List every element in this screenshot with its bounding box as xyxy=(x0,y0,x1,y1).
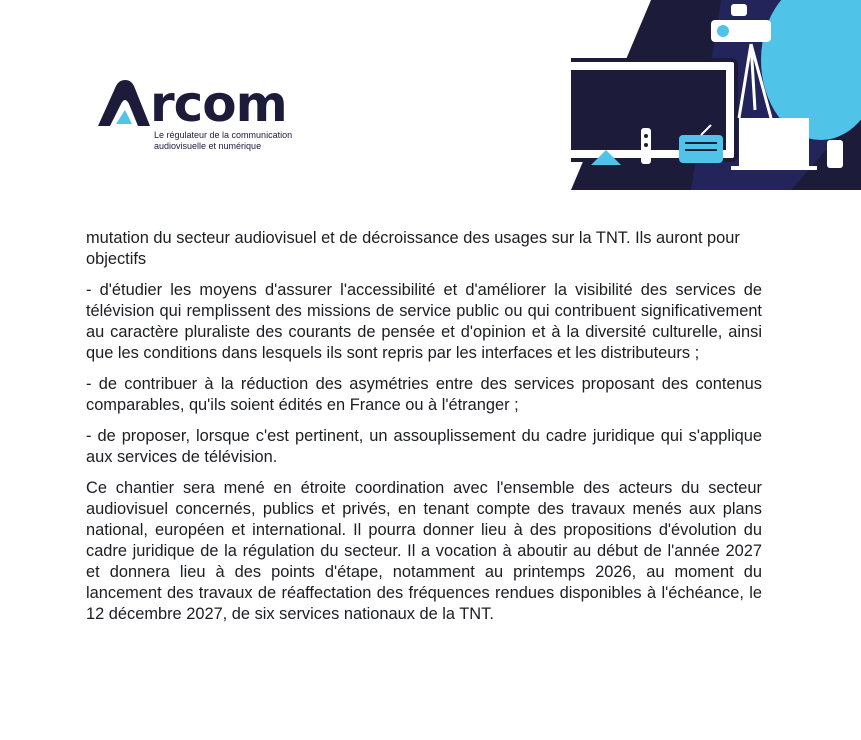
laptop-icon xyxy=(731,118,817,170)
arcom-logo xyxy=(92,75,322,160)
document-body xyxy=(86,228,762,635)
paragraph-intro: mutation du secteur audiovisuel et de décroissance des usages sur la TNT. Ils auront pour objectifs xyxy=(86,229,740,268)
media-devices-illustration xyxy=(571,0,861,190)
paragraph-objective-asymmetries: - de contribuer à la réduction des asymétries entre des services proposant des contenus comparables, qu'ils soient édités en France ou à l'étranger ; xyxy=(86,375,762,414)
logo-tagline: Le régulateur de la communication audiovisuelle et numérique xyxy=(154,130,293,151)
paragraph-objective-legal-framework: - de proposer, lorsque c'est pertinent, un assouplissement du cadre juridique qui s'applique aux services de télévision. xyxy=(86,427,762,466)
phone-icon xyxy=(827,140,843,168)
paragraph-objective-accessibility: - d'étudier les moyens d'assurer l'accessibilité et d'améliorer la visibilité des services de télévision qui remplissent des missions de service public ou qui contribuent significativement au caractère pluraliste des courants de pensée et d'opinion et à la diversité culturelle, ainsi que les conditions dans lesquels ils sont repris par les interfaces et les distributeurs ; xyxy=(86,281,762,362)
paragraph-coordination: Ce chantier sera mené en étroite coordination avec l'ensemble des acteurs du secteur audiovisuel concernés, publics et privés, en tenant compte des travaux menés aux plans national, européen et international. Il pourra donner lieu à des propositions d'évolution du cadre juridique de la régulation du secteur. Il a vocation à aboutir au début de l'année 2027 et donnera lieu à des points d'étape, notamment au printemps 2026, au moment du lancement des travaux de réaffectation des fréquences rendues disponibles à l'échéance, le 12 décembre 2027, de six services nationaux de la TNT. xyxy=(86,479,762,623)
arcom-logo-mark-icon xyxy=(92,80,152,130)
logo-wordmark: rcom xyxy=(150,75,287,133)
remote-icon xyxy=(641,128,651,164)
